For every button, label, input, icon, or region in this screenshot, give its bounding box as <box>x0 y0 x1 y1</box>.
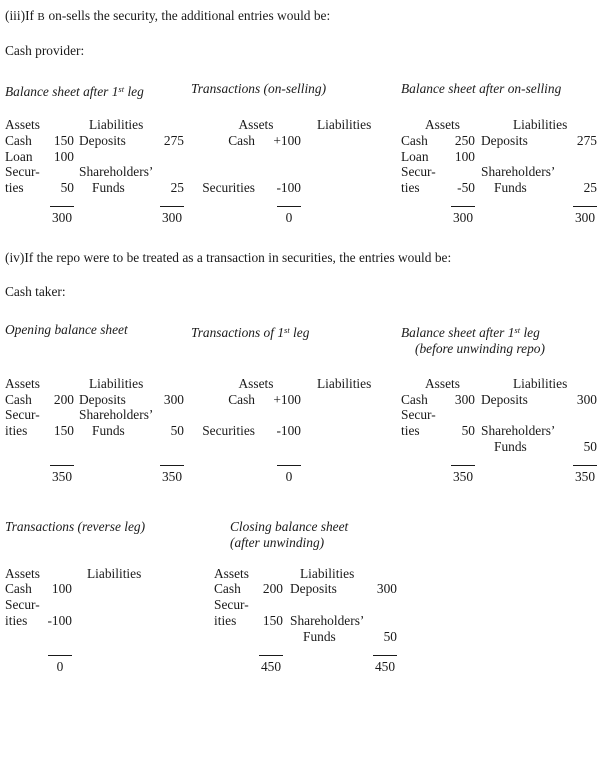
account-label <box>79 439 149 455</box>
account-value <box>46 629 72 645</box>
account-value <box>261 149 301 165</box>
account-value: 250 <box>454 132 475 148</box>
sheet-grid <box>191 375 401 484</box>
account-value: -100 <box>47 612 72 628</box>
account-value <box>447 439 475 455</box>
account-value: 200 <box>262 581 283 597</box>
liabilities-column-header: Liabilities <box>89 117 144 132</box>
account-label: Secur- <box>5 407 40 423</box>
account-label: Shareholders’ <box>481 423 556 439</box>
account-value: 275 <box>163 132 184 148</box>
account-value <box>48 439 74 455</box>
liabilities-total-cell <box>393 465 395 471</box>
sheet-title-line <box>401 322 600 341</box>
sheet-title <box>191 81 401 117</box>
account-value: 25 <box>583 180 597 196</box>
ordinal-superscript: st <box>514 324 521 335</box>
account-value: -100 <box>276 180 301 196</box>
title-text: Transactions (reverse leg) <box>5 518 146 534</box>
assets-total: 450 <box>259 655 283 675</box>
account-label <box>481 149 557 165</box>
title-text: (before unwinding repo) <box>415 340 545 356</box>
party-label-cash-taker: Cash taker: <box>5 283 66 299</box>
liabilities-column-header: Liabilities <box>89 375 144 391</box>
sheet-title <box>5 322 191 376</box>
sheet-grid <box>5 117 191 225</box>
intro-line-iv: (iv)If the repo were to be treated as a transaction in securities, the entries would be: <box>5 249 452 265</box>
account-value <box>563 407 597 423</box>
title-text: Transactions of 1 <box>191 324 285 340</box>
account-label: Cash <box>228 391 255 407</box>
account-value <box>154 439 184 455</box>
account-value <box>160 613 180 629</box>
account-value <box>393 149 395 165</box>
assets-column-header: Assets <box>425 117 460 132</box>
account-label <box>191 149 255 165</box>
account-value: 25 <box>170 180 184 196</box>
sheet-grid <box>401 117 600 225</box>
liabilities-total-cell <box>154 206 184 225</box>
assets-total: 0 <box>277 465 301 485</box>
account-value: 300 <box>163 391 184 407</box>
liabilities-total-cell <box>160 655 180 661</box>
assets-total-cell <box>48 206 74 225</box>
assets-total: 0 <box>277 206 301 226</box>
account-label: Cash <box>401 132 428 148</box>
account-label: Shareholders’ <box>481 164 556 180</box>
assets-column-header: Assets <box>425 375 460 391</box>
balance-sheet-block <box>5 518 214 674</box>
liabilities-total-cell <box>563 206 597 225</box>
account-value: 100 <box>51 581 72 597</box>
account-value: 150 <box>53 423 74 439</box>
account-value: 50 <box>461 423 475 439</box>
liabilities-column-header: Liabilities <box>317 375 372 391</box>
assets-column-header: Assets <box>5 117 40 132</box>
account-label: Funds <box>92 180 125 196</box>
account-value: 50 <box>170 423 184 439</box>
assets-total-cell <box>48 465 74 484</box>
sheet-title-line <box>214 535 524 551</box>
account-label: Shareholders’ <box>290 612 365 628</box>
account-value: -50 <box>457 180 475 196</box>
account-value: 300 <box>576 391 597 407</box>
balance-sheet-block <box>5 321 191 484</box>
sheet-title-line <box>5 81 191 100</box>
account-value <box>154 164 184 180</box>
ordinal-superscript: st <box>284 324 290 335</box>
account-label: Secur- <box>5 597 40 613</box>
assets-column-header: Assets <box>214 565 249 581</box>
account-label <box>307 164 387 180</box>
liabilities-column-header: Liabilities <box>300 565 355 581</box>
liabilities-total: 350 <box>160 465 184 485</box>
account-label: Cash <box>5 132 32 148</box>
entity-b: B <box>37 11 46 23</box>
account-value <box>393 423 395 439</box>
account-label: Deposits <box>79 132 126 148</box>
title-text: leg <box>520 324 540 340</box>
account-label: Secur- <box>5 164 40 180</box>
account-label <box>5 439 43 455</box>
assets-column-header: Assets <box>5 565 40 581</box>
balance-sheet-block <box>401 81 600 225</box>
account-label <box>307 180 387 196</box>
account-label: Deposits <box>290 581 337 597</box>
account-label <box>77 613 155 629</box>
assets-total-cell <box>261 465 301 484</box>
sheet-title-line <box>401 341 600 357</box>
account-value <box>160 581 180 597</box>
account-value <box>154 149 184 165</box>
account-value <box>257 629 283 645</box>
title-text: leg <box>289 324 310 340</box>
account-value: 100 <box>53 148 74 164</box>
account-value: +100 <box>273 132 301 148</box>
account-value <box>363 613 397 629</box>
account-label: Funds <box>494 180 527 196</box>
balance-sheet-block <box>401 322 600 484</box>
sheet-title-line <box>401 81 600 97</box>
balance-sheet-block <box>5 81 191 225</box>
account-value: 150 <box>53 132 74 148</box>
account-label <box>77 597 155 613</box>
sheet-grid <box>401 375 600 484</box>
assets-total: 350 <box>451 465 475 485</box>
title-text: Balance sheet after 1 <box>401 324 515 340</box>
account-value <box>393 439 395 455</box>
account-value: 50 <box>383 628 397 644</box>
liabilities-column-header: Liabilities <box>87 565 142 581</box>
account-label <box>290 597 356 613</box>
liabilities-total-cell <box>563 465 597 484</box>
account-label: ties <box>401 423 420 439</box>
assets-total: 350 <box>50 465 74 485</box>
account-value <box>447 407 475 423</box>
balance-sheet-block <box>214 518 524 674</box>
intro-pre: (iii)If <box>5 8 38 23</box>
account-label: ties <box>401 180 420 196</box>
title-text: leg <box>124 84 144 99</box>
liabilities-column-header: Liabilities <box>513 375 568 391</box>
ordinal-superscript: st <box>118 84 125 94</box>
section-iii <box>5 8 600 225</box>
sheet-title <box>5 81 191 117</box>
account-value <box>393 180 395 196</box>
account-value <box>261 439 301 455</box>
liabilities-total: 300 <box>573 206 597 226</box>
sheet-grid <box>5 375 191 484</box>
account-value <box>261 164 301 180</box>
account-label: Securities <box>202 423 255 439</box>
account-label: Cash <box>214 581 241 597</box>
account-value <box>393 164 395 180</box>
assets-total: 300 <box>451 206 475 226</box>
sheet-title-line <box>5 519 214 535</box>
sheet-title-line <box>191 322 401 341</box>
assets-total-cell <box>46 655 72 674</box>
sheets-row <box>5 81 600 225</box>
account-value <box>257 597 283 613</box>
account-label: Securities <box>202 180 255 196</box>
sheet-title <box>214 519 524 566</box>
assets-total-cell <box>257 655 283 674</box>
sheet-grid <box>191 117 401 225</box>
party-label-cash-provider: Cash provider: <box>5 43 85 58</box>
account-label: Loan <box>401 148 429 164</box>
account-label: Deposits <box>481 391 528 407</box>
account-label: Cash <box>401 391 428 407</box>
account-label: ities <box>214 612 237 628</box>
assets-total: 300 <box>50 206 74 226</box>
account-value: 100 <box>454 148 475 164</box>
liabilities-total-cell <box>154 465 184 484</box>
account-value <box>154 407 184 423</box>
account-label: Secur- <box>401 164 436 180</box>
assets-total: 0 <box>48 655 72 675</box>
account-value: 50 <box>60 180 74 196</box>
account-label: Shareholders’ <box>79 164 154 180</box>
sheets-row <box>5 321 600 484</box>
account-label: Funds <box>92 423 125 439</box>
account-label <box>191 439 255 455</box>
sheets-row <box>5 518 600 674</box>
account-label: Shareholders’ <box>79 407 154 423</box>
liabilities-total: 300 <box>160 206 184 226</box>
account-label: Deposits <box>79 391 126 407</box>
account-label <box>77 581 155 597</box>
title-text: Balance sheet after on-selling <box>401 81 562 96</box>
assets-column-header: Assets <box>5 375 40 391</box>
account-label <box>401 439 441 455</box>
account-value <box>563 423 597 439</box>
title-text: (after unwinding) <box>230 534 325 550</box>
sheet-title <box>191 322 401 376</box>
account-label: ities <box>5 423 28 439</box>
document <box>5 8 600 674</box>
account-label: Funds <box>494 438 527 454</box>
account-label: Funds <box>303 628 336 644</box>
account-label <box>191 164 255 180</box>
account-value <box>563 164 597 180</box>
account-label: ities <box>5 612 28 628</box>
account-value: 50 <box>583 438 597 454</box>
balance-sheet-block <box>191 81 401 225</box>
account-value: 300 <box>376 581 397 597</box>
intro-line-iii <box>5 8 600 25</box>
account-value: 300 <box>454 391 475 407</box>
title-text: Closing balance sheet <box>230 518 349 534</box>
assets-column-header: Assets <box>238 375 274 391</box>
sheet-title <box>5 519 214 566</box>
account-label <box>77 629 155 645</box>
liabilities-column-header: Liabilities <box>513 117 568 132</box>
section-iv <box>5 249 600 484</box>
account-label: Secur- <box>401 407 436 423</box>
account-label <box>307 392 387 408</box>
sheet-title-line <box>191 81 401 97</box>
account-value <box>393 407 395 423</box>
account-label: Cash <box>228 132 255 148</box>
account-value: 275 <box>576 132 597 148</box>
account-value <box>160 597 180 613</box>
balance-sheet-block <box>191 322 401 484</box>
assets-total-cell <box>447 206 475 225</box>
sheet-grid <box>214 565 524 674</box>
account-value <box>261 407 301 423</box>
account-value <box>46 597 72 613</box>
liabilities-total-cell <box>363 655 397 674</box>
account-value <box>48 407 74 423</box>
assets-column-header: Assets <box>238 117 274 132</box>
liabilities-total: 450 <box>373 655 397 675</box>
sheet-title <box>401 322 600 376</box>
account-label <box>481 407 557 423</box>
account-value <box>393 392 395 408</box>
account-label: ties <box>5 180 24 196</box>
account-label: Deposits <box>481 132 528 148</box>
assets-total-cell <box>447 465 475 484</box>
sheet-title <box>401 81 600 117</box>
sheet-grid <box>5 565 214 674</box>
account-value: +100 <box>273 391 301 407</box>
account-value <box>363 597 397 613</box>
section-iv-continued <box>5 518 600 674</box>
account-label: Cash <box>5 581 32 597</box>
account-label: Loan <box>5 148 33 164</box>
liabilities-column-header: Liabilities <box>317 117 372 132</box>
account-label <box>79 149 149 165</box>
liabilities-total: 350 <box>573 465 597 485</box>
account-value: -100 <box>276 423 301 439</box>
title-text: Transactions (on-selling) <box>191 81 327 96</box>
account-label <box>214 629 250 645</box>
account-value <box>48 164 74 180</box>
account-value <box>393 133 395 149</box>
title-text: Balance sheet after 1 <box>5 84 119 99</box>
title-text: Opening balance sheet <box>5 321 128 337</box>
sheet-title-line <box>214 519 524 535</box>
assets-total-cell <box>261 206 301 225</box>
account-value <box>160 629 180 645</box>
account-label: Secur- <box>214 597 249 613</box>
account-value: 200 <box>53 391 74 407</box>
account-value <box>563 149 597 165</box>
liabilities-total-cell <box>393 206 395 212</box>
account-label <box>191 407 255 423</box>
account-label <box>307 407 387 423</box>
account-label <box>307 133 387 149</box>
account-label <box>307 439 387 455</box>
account-label <box>307 149 387 165</box>
account-label <box>307 423 387 439</box>
intro-post: on-sells the security, the additional entries would be: <box>45 8 331 23</box>
sheet-title-line <box>5 322 191 338</box>
account-value: 150 <box>262 612 283 628</box>
account-label: Cash <box>5 391 32 407</box>
account-value <box>447 164 475 180</box>
account-label <box>5 629 41 645</box>
